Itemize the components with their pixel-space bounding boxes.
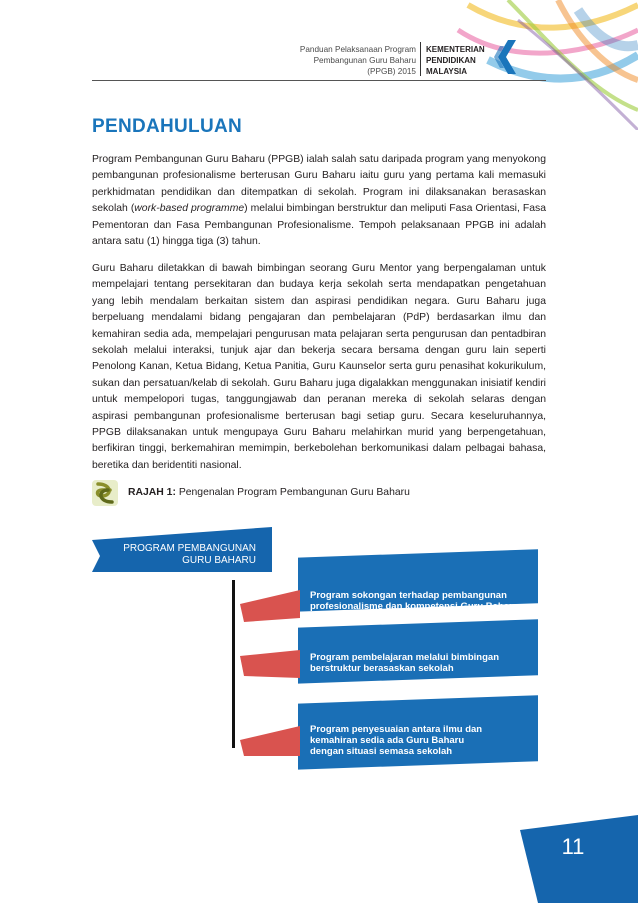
header-guide-title-line: Pembangunan Guru Baharu — [313, 56, 416, 65]
page-title: PENDAHULUAN — [92, 116, 243, 137]
branch-arrow-3 — [240, 726, 300, 756]
header-guide-title-line: Panduan Pelaksanaan Program — [299, 45, 416, 54]
paragraph-italic-term: work-based programme — [134, 203, 245, 215]
branch-label-line: Program sokongan terhadap pembangunan — [310, 590, 507, 601]
branch-label-2 — [310, 652, 540, 674]
branch-label-line: Program penyesuaian antara ilmu dan — [310, 724, 483, 735]
figure-caption — [128, 487, 410, 498]
page-number: 11 — [561, 834, 585, 859]
branch-arrow-2 — [240, 650, 300, 678]
branch-label-line: profesionalisme dan kompetensi Guru Baharu — [310, 601, 519, 612]
main-program-label-line: PROGRAM PEMBANGUNAN — [123, 543, 256, 554]
header-guide-title-line: (PPGB) 2015 — [367, 67, 416, 76]
intro-paragraph — [92, 152, 546, 250]
branch-label-3 — [310, 724, 540, 757]
header-rule — [92, 80, 546, 81]
branch-label-line: berstruktur berasaskan sekolah — [310, 663, 454, 674]
branch-label-line: dengan situasi semasa sekolah — [310, 746, 453, 757]
figure-logo-icon — [90, 478, 120, 508]
ministry-name-line: PENDIDIKAN — [426, 56, 476, 65]
mentor-paragraph: Guru Baharu diletakkan di bawah bimbingan seorang Guru Mentor yang berpengalaman untuk mempelajari tentang persekitaran dan budaya kerja sekolah serta mendapatkan pengetahuan yang lebih mendalam berkaitan sistem dan aspirasi pendidikan negara. Guru Baharu juga berpeluang mendalami bidang pengajaran dan pembelajaran (PdP) berdasarkan ilmu dan kemahiran sedia ada, mempelajari pengurusan mata pelajaran serta pengurusan dan pentadbiran sekolah melalui interaksi, tunjuk ajar dan bekerja secara bersama dengan guru lain seperti Penolong Kanan, Ketua Bidang, Ketua Panitia, Guru Kaunselor serta guru penasihat kokurikulum, sukan dan persatuan/kelab di sekolah. Guru Baharu juga digalakkan menggunakan inisiatif kendiri untuk mempelopori tugas, tanggungjawab dan peranan mereka di sekolah selaras dengan aspirasi pembangunan profesionalisme berterusan bagi setiap guru. Secara keseluruhannya, PPGB dilaksanakan untuk mengupaya Guru Baharu melahirkan murid yang berpengetahuan, berfikiran tinggi, berkemahiran memimpin, berkebolehan berkomunikasi dalam pelbagai bahasa, beretika dan beridentiti nasional. — [92, 263, 546, 471]
main-program-label-line: GURU BAHARU — [182, 554, 256, 566]
diagram-connector-line — [232, 580, 235, 748]
paragraph-text: ) melalui bimbingan berstruktur dan meliputi Fasa Orientasi, Fasa Pementoran dan Fasa Pembangunan Profesionalisme. Tempoh pelaksanaan PPGB ini adalah antara satu (1) hingga tiga (3) tahun. — [92, 203, 546, 248]
figure-label: RAJAH 1: — [128, 487, 176, 498]
branch-label-1 — [310, 590, 540, 612]
ministry-name-line: MALAYSIA — [426, 67, 468, 76]
ministry-chevron-logo-icon — [494, 40, 516, 74]
paragraph-text: Program Pembangunan Guru Baharu (PPGB) ialah salah satu daripada program yang menyokong pembangunan profesionalisme berterusan Guru Baharu iaitu guru yang pertama kali memasuki perkhidmatan pendidikan dan ditempatkan di sekolah. Program ini dilaksanakan berasaskan sekolah ( — [92, 154, 546, 215]
branch-label-line: kemahiran sedia ada Guru Baharu — [310, 735, 465, 746]
main-program-label — [100, 543, 256, 566]
header-divider — [420, 42, 421, 76]
branch-arrow-1 — [240, 590, 300, 622]
figure-caption-text: Pengenalan Program Pembangunan Guru Baharu — [178, 487, 410, 498]
header-guide-title — [216, 44, 416, 77]
ministry-name-line: KEMENTERIAN — [426, 45, 485, 54]
branch-label-line: Program pembelajaran melalui bimbingan — [310, 652, 499, 663]
